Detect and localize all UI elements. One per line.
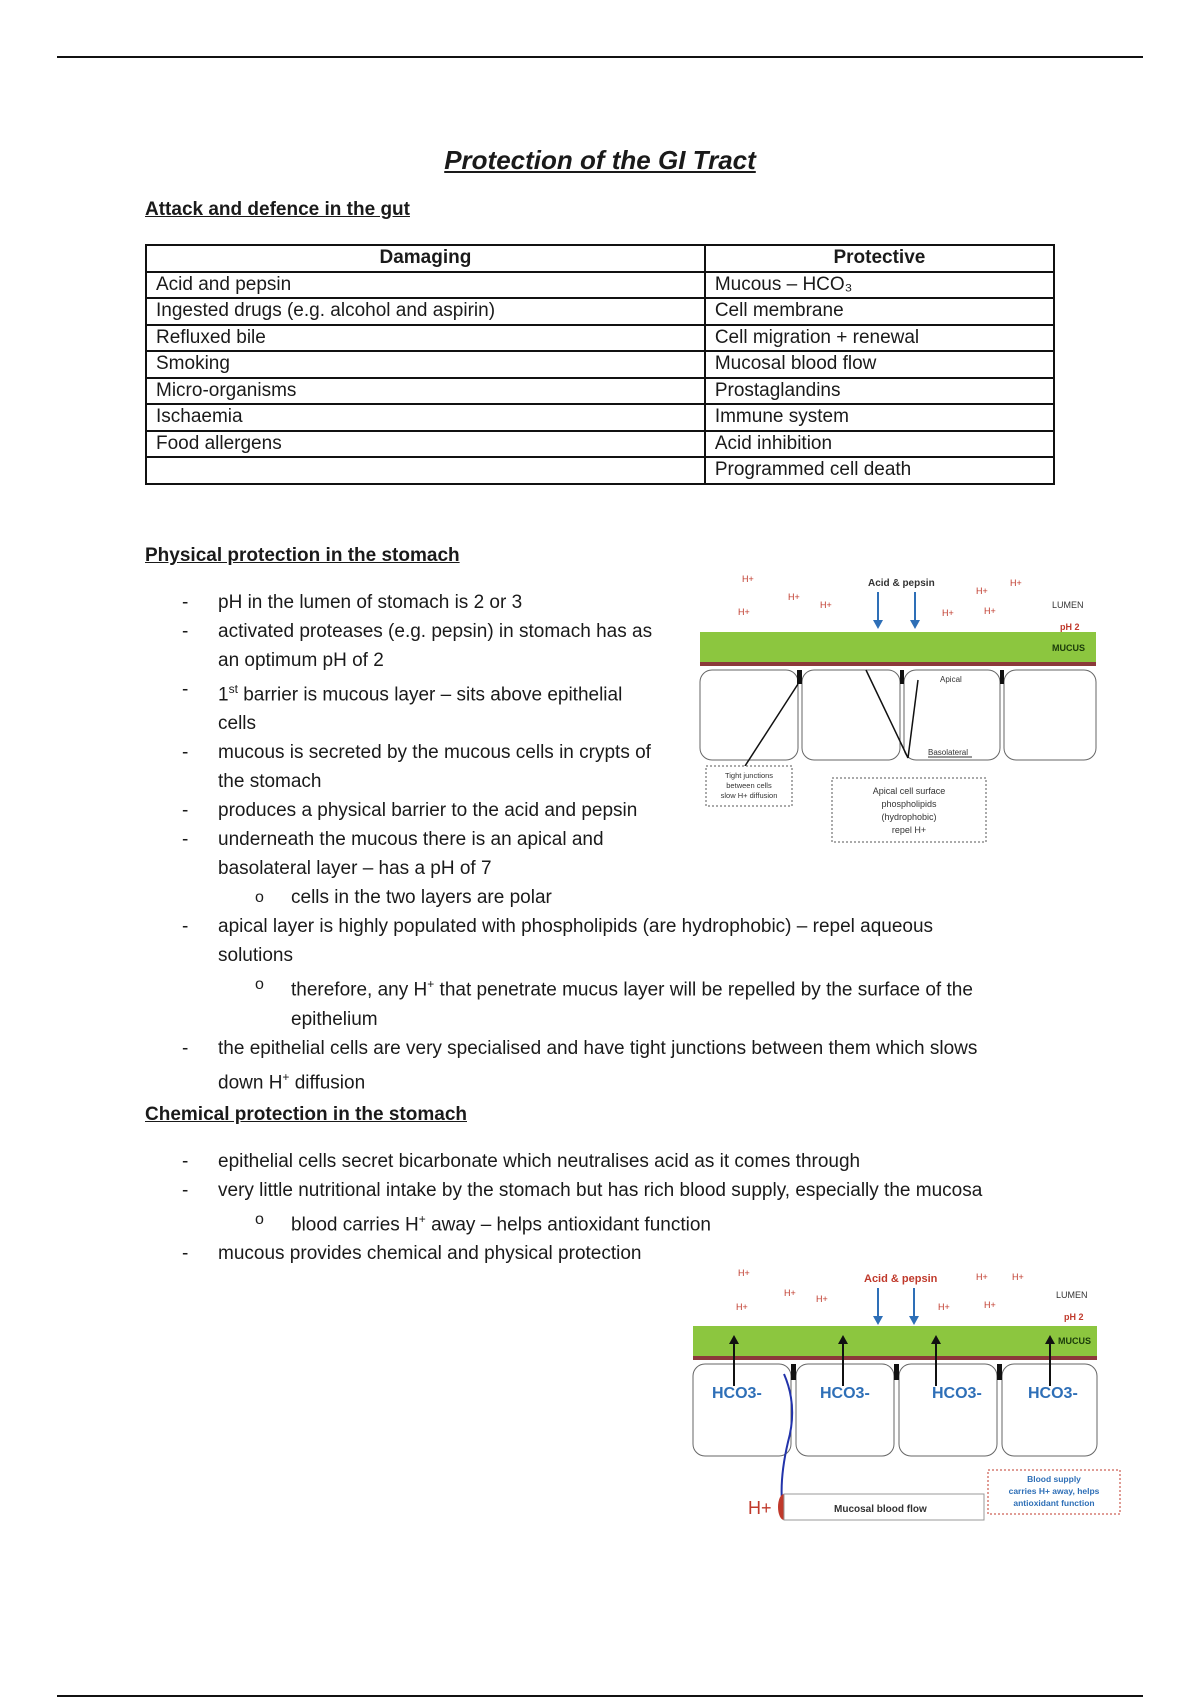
table-row bbox=[146, 457, 1054, 484]
list-item: - the epithelial cells are very specialised and have tight junctions between them which slows down H+ diffusion bbox=[182, 1037, 978, 1093]
chemical-protection-list bbox=[182, 1147, 1118, 1268]
table-cell: Immune system bbox=[705, 404, 1054, 431]
table-cell: Cell membrane bbox=[705, 298, 1054, 325]
table-row bbox=[146, 431, 1054, 458]
svg-text:repel H+: repel H+ bbox=[891, 825, 927, 835]
list-item: - produces a physical barrier to the acid and pepsin bbox=[182, 800, 638, 822]
arrow-down-icon bbox=[910, 620, 920, 629]
damage-protection-table bbox=[145, 244, 1055, 485]
lumen-label: LUMEN bbox=[1052, 600, 1084, 610]
table-row bbox=[146, 351, 1054, 378]
list-item: - mucous is secreted by the mucous cells in crypts of the stomach bbox=[182, 742, 651, 793]
table-cell: Food allergens bbox=[146, 431, 705, 458]
section-heading-physical: Physical protection in the stomach bbox=[145, 545, 460, 566]
acid-pepsin-label: Acid & pepsin bbox=[868, 578, 935, 589]
bicarbonate-label: HCO3- bbox=[712, 1385, 762, 1402]
list-item: - underneath the mucous there is an apical and basolateral layer – has a pH of 7 bbox=[182, 829, 604, 880]
h-ion-label: H+ bbox=[784, 1288, 796, 1298]
mucus-layer bbox=[700, 632, 1096, 662]
mucosal-blood-flow-label: Mucosal blood flow bbox=[834, 1504, 927, 1515]
svg-text:between cells: between cells bbox=[726, 781, 772, 790]
table-cell: Ingested drugs (e.g. alcohol and aspirin) bbox=[146, 298, 705, 325]
bottom-rule bbox=[57, 1695, 1143, 1697]
table-cell: Acid inhibition bbox=[705, 431, 1054, 458]
table-cell bbox=[146, 457, 705, 484]
h-ion-label: H+ bbox=[742, 574, 754, 584]
physical-barrier-diagram bbox=[690, 570, 1110, 850]
lumen-label: LUMEN bbox=[1056, 1290, 1088, 1300]
ph2-label: pH 2 bbox=[1064, 1312, 1084, 1322]
section-heading-attack-defence: Attack and defence in the gut bbox=[145, 199, 410, 220]
section-heading-chemical: Chemical protection in the stomach bbox=[145, 1104, 467, 1125]
top-rule bbox=[57, 56, 1143, 58]
h-ion-label: H+ bbox=[738, 1268, 750, 1278]
bicarbonate-label: HCO3- bbox=[820, 1385, 870, 1402]
table-cell: Micro-organisms bbox=[146, 378, 705, 405]
list-item: - very little nutritional intake by the stomach but has rich blood supply, especially the mucosa bbox=[182, 1180, 983, 1201]
list-item: - apical layer is highly populated with phospholipids (are hydrophobic) – repel aqueous solutions bbox=[182, 916, 934, 967]
h-ion-label: H+ bbox=[1012, 1272, 1024, 1282]
svg-text:Blood supply: Blood supply bbox=[1027, 1474, 1081, 1484]
svg-text:carries H+ away, helps: carries H+ away, helps bbox=[1008, 1486, 1100, 1496]
epithelial-cell bbox=[700, 670, 798, 760]
epithelial-cell bbox=[802, 670, 900, 760]
svg-text:antioxidant function: antioxidant function bbox=[1013, 1498, 1095, 1508]
page-title: Protection of the GI Tract bbox=[444, 145, 756, 175]
table-cell: Smoking bbox=[146, 351, 705, 378]
mucus-layer bbox=[693, 1326, 1097, 1356]
apical-label: Apical bbox=[940, 675, 962, 684]
h-ion-label: H+ bbox=[816, 1294, 828, 1304]
h-ion-label: H+ bbox=[820, 600, 832, 610]
table-row bbox=[146, 325, 1054, 352]
mucus-label: MUCUS bbox=[1052, 643, 1085, 653]
list-item: - mucous provides chemical and physical protection bbox=[182, 1243, 642, 1265]
arrow-down-icon bbox=[873, 1316, 883, 1325]
table-cell: Programmed cell death bbox=[705, 457, 1054, 484]
svg-text:(hydrophobic): (hydrophobic) bbox=[881, 812, 937, 822]
bicarbonate-label: HCO3- bbox=[932, 1385, 982, 1402]
table-cell: Cell migration + renewal bbox=[705, 325, 1054, 352]
list-item: - pH in the lumen of stomach is 2 or 3 bbox=[182, 592, 523, 613]
list-item: - 1st barrier is mucous layer – sits above epithelial cells bbox=[182, 679, 623, 735]
h-ion-label: H+ bbox=[738, 607, 750, 617]
table-cell: Mucosal blood flow bbox=[705, 351, 1054, 378]
h-ion-label: H+ bbox=[736, 1302, 748, 1312]
epithelial-cell bbox=[899, 1364, 997, 1456]
list-item: - activated proteases (e.g. pepsin) in stomach has as an optimum pH of 2 bbox=[182, 621, 653, 671]
h-ion-label: H+ bbox=[938, 1302, 950, 1312]
svg-text:Apical cell surface: Apical cell surface bbox=[872, 786, 946, 796]
arrow-down-icon bbox=[873, 620, 883, 629]
acid-pepsin-label: Acid & pepsin bbox=[864, 1273, 938, 1285]
h-ion-label: H+ bbox=[788, 592, 800, 602]
table-cell: Acid and pepsin bbox=[146, 272, 705, 299]
table-row bbox=[146, 404, 1054, 431]
table-row bbox=[146, 272, 1054, 299]
table-cell: Mucous – HCO₃ bbox=[705, 272, 1054, 299]
table-cell: Ischaemia bbox=[146, 404, 705, 431]
list-sub-item: o blood carries H+ away – helps antioxidant function bbox=[255, 1211, 711, 1236]
table-header-row bbox=[146, 245, 1054, 272]
table-header: Damaging bbox=[146, 245, 705, 272]
h-ion-blood-label: H+ bbox=[748, 1498, 772, 1518]
mucus-label: MUCUS bbox=[1058, 1336, 1091, 1346]
h-ion-label: H+ bbox=[984, 606, 996, 616]
table-row bbox=[146, 298, 1054, 325]
table-header: Protective bbox=[705, 245, 1054, 272]
basolateral-label: Basolateral bbox=[928, 748, 969, 757]
h-ion-label: H+ bbox=[942, 608, 954, 618]
bicarbonate-label: HCO3- bbox=[1028, 1385, 1078, 1402]
h-ion-label: H+ bbox=[976, 586, 988, 596]
chemical-barrier-diagram bbox=[688, 1266, 1128, 1526]
table-row bbox=[146, 378, 1054, 405]
table-cell: Refluxed bile bbox=[146, 325, 705, 352]
arrow-down-icon bbox=[909, 1316, 919, 1325]
epithelial-cell bbox=[693, 1364, 791, 1456]
list-sub-item: o cells in the two layers are polar bbox=[255, 887, 552, 909]
svg-text:phospholipids: phospholipids bbox=[881, 799, 937, 809]
svg-text:Tight junctions: Tight junctions bbox=[724, 771, 774, 780]
svg-text:slow H+ diffusion: slow H+ diffusion bbox=[720, 791, 778, 800]
h-ion-label: H+ bbox=[984, 1300, 996, 1310]
epithelial-cell bbox=[796, 1364, 894, 1456]
h-ion-label: H+ bbox=[1010, 578, 1022, 588]
h-ion-label: H+ bbox=[976, 1272, 988, 1282]
epithelial-cell bbox=[1004, 670, 1096, 760]
list-item: - epithelial cells secret bicarbonate which neutralises acid as it comes through bbox=[182, 1151, 861, 1172]
table-cell: Prostaglandins bbox=[705, 378, 1054, 405]
list-sub-item: o therefore, any H+ that penetrate mucus layer will be repelled by the surface of the epithelium bbox=[255, 976, 973, 1030]
ph2-label: pH 2 bbox=[1060, 622, 1080, 632]
